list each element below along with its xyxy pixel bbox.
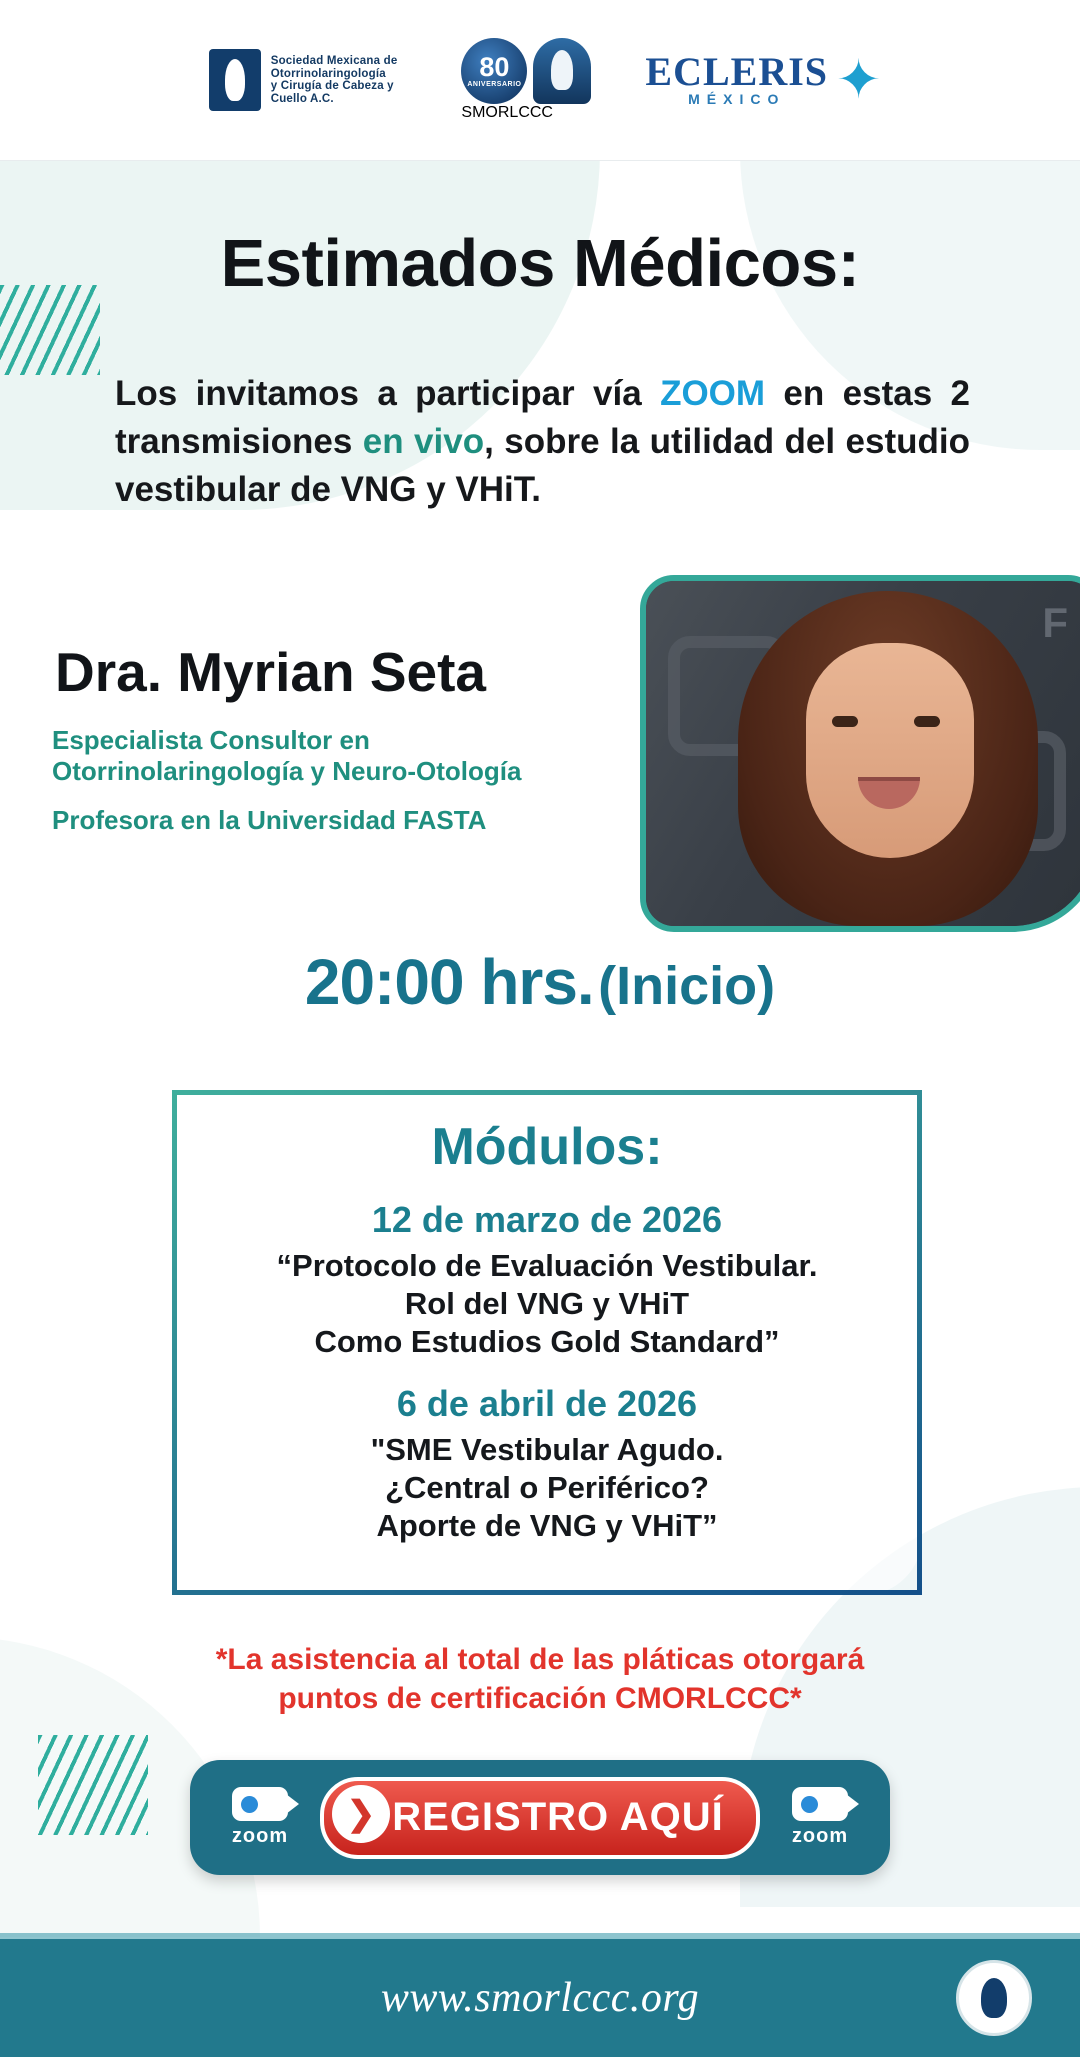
module-description-line-2: Rol del VNG y VHiT	[404, 1286, 690, 1321]
module-description	[177, 1431, 917, 1545]
smorlccc-logo-line-2: Otorrinolaringología	[270, 67, 386, 80]
smorlccc-emblem-icon	[209, 49, 261, 111]
photo-eye-right	[914, 716, 940, 727]
modules-title: Módulos:	[431, 1118, 663, 1176]
register-button[interactable]	[320, 1777, 760, 1859]
video-camera-icon	[232, 1787, 288, 1821]
ecleris-logo	[645, 49, 882, 110]
footer-seal-emblem	[981, 1978, 1007, 2018]
smorlccc-logo-text	[271, 55, 398, 105]
smorlccc-logo-line-4: Cuello A.C.	[270, 92, 334, 105]
intro-part-3: , sobre la utilidad del estudio vestibular de VNG y VHiT.	[115, 422, 970, 509]
anniversary-society-label: SMORLCCC	[461, 104, 553, 121]
intro-part-2: en estas 2 transmisiones	[115, 374, 971, 461]
chevron-right-icon: ❯	[332, 1785, 390, 1843]
footer-bar	[0, 1939, 1080, 2057]
page-title: Estimados Médicos:	[220, 226, 860, 301]
intro-part-1: Los invitamos a participar vía	[115, 374, 661, 413]
module-description-line-3: Aporte de VNG y VHiT”	[376, 1508, 718, 1543]
anniversary-bust-icon	[533, 38, 591, 104]
smorlccc-logo-line-1: Sociedad Mexicana de	[270, 55, 398, 67]
module-description-line-1: "SME Vestibular Agudo.	[370, 1432, 724, 1467]
video-camera-icon	[792, 1787, 848, 1821]
modules-box	[172, 1090, 922, 1595]
session-time	[0, 945, 1080, 1019]
speaker-role-line-1: Especialista Consultor en	[52, 725, 370, 755]
intro-envivo-highlight: en vivo	[362, 422, 485, 461]
sparkle-icon: ✦	[836, 50, 882, 110]
photo-eye-left	[832, 716, 858, 727]
speaker-photo	[640, 575, 1080, 932]
module-item	[177, 1383, 917, 1545]
module-description-line-2: ¿Central o Periférico?	[385, 1470, 709, 1505]
module-date: 12 de marzo de 2026	[371, 1199, 723, 1240]
smorlccc-logo-line-3: y Cirugía de Cabeza y	[270, 80, 394, 92]
certification-note	[0, 1640, 1080, 1718]
intro-paragraph	[115, 370, 970, 514]
ecleris-brand-text: ECLERIS	[645, 49, 829, 94]
session-time-hour: 20:00 hrs.	[304, 946, 594, 1018]
certification-note-line-1: *La asistencia al total de las pláticas otorgará	[215, 1643, 865, 1676]
anniversary-number: 80	[479, 52, 510, 82]
anniversary-logo	[461, 38, 591, 122]
registration-cta-bar[interactable]	[190, 1760, 890, 1875]
module-item	[177, 1199, 917, 1361]
speaker-role-line-2: Otorrinolaringología y Neuro-Otología	[52, 756, 522, 786]
module-description-line-3: Como Estudios Gold Standard”	[314, 1324, 780, 1359]
photo-face	[806, 643, 974, 858]
speaker-professor: Profesora en la Universidad FASTA	[52, 805, 487, 835]
anniversary-badge-icon	[461, 38, 527, 104]
zoom-label-right: zoom	[791, 1825, 849, 1847]
speaker-role	[52, 725, 692, 787]
footer-website-link[interactable]: www.smorlccc.org	[380, 1975, 700, 2021]
zoom-icon-right	[774, 1779, 866, 1857]
module-date: 6 de abril de 2026	[396, 1383, 698, 1424]
logo-bar	[0, 0, 1080, 161]
speaker-name: Dra. Myrian Seta	[55, 641, 487, 703]
ecleris-country-text: MÉXICO	[688, 91, 786, 107]
session-time-note: (Inicio)	[598, 956, 776, 1016]
hatch-decoration-bottom	[38, 1735, 148, 1835]
photo-backdrop-logo: F	[1042, 599, 1070, 646]
intro-zoom-highlight: ZOOM	[660, 374, 766, 413]
certification-note-line-2: puntos de certificación CMORLCCC*	[278, 1682, 802, 1715]
zoom-label-left: zoom	[231, 1825, 289, 1847]
anniversary-caption: ANIVERSARIO	[467, 81, 522, 88]
smorlccc-logo	[199, 43, 408, 117]
register-button-label: REGISTRO AQUÍ	[392, 1795, 724, 1839]
module-description-line-1: “Protocolo de Evaluación Vestibular.	[276, 1248, 818, 1283]
zoom-icon-left	[214, 1779, 306, 1857]
module-description	[177, 1247, 917, 1361]
footer-seal-icon	[956, 1960, 1032, 2036]
